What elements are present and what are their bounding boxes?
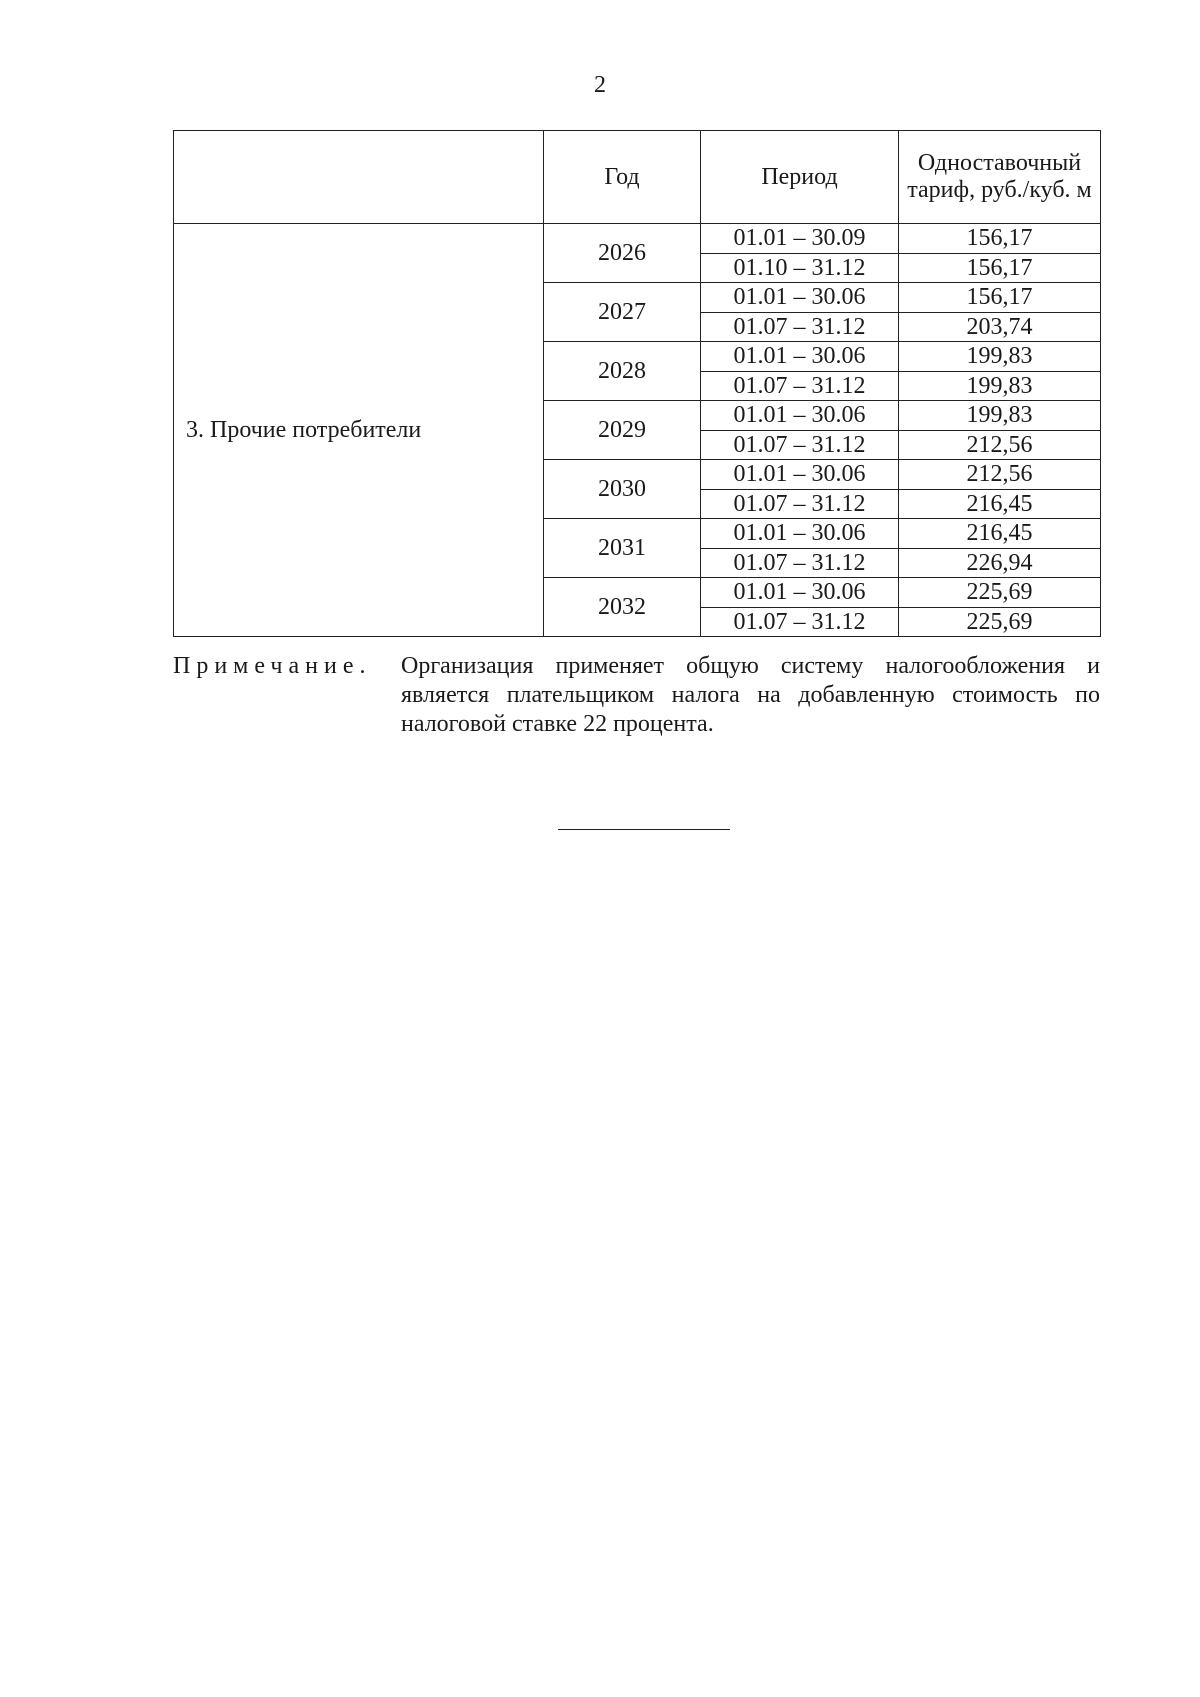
table-header-row: [174, 131, 1101, 224]
period-cell: 01.01 – 30.06: [701, 283, 899, 313]
period-cell: 01.01 – 30.06: [701, 519, 899, 549]
period-cell: 01.07 – 31.12: [701, 489, 899, 519]
tariff-cell: 199,83: [899, 401, 1101, 431]
consumer-cell: 3. Прочие потребители: [174, 224, 544, 637]
header-tariff: Одноставочный тариф, руб./куб. м: [899, 131, 1101, 224]
year-cell: 2032: [544, 578, 701, 637]
tariff-cell: 212,56: [899, 460, 1101, 490]
header-year: Год: [544, 131, 701, 224]
page-number: 2: [594, 72, 606, 98]
year-cell: 2027: [544, 283, 701, 342]
tariff-cell: 199,83: [899, 342, 1101, 372]
tariff-table: [173, 130, 1101, 637]
tariff-cell: 156,17: [899, 253, 1101, 283]
period-cell: 01.07 – 31.12: [701, 548, 899, 578]
note-text: Организация применяет общую систему налогообложения и является плательщиком налога на добавленную стоимость по налоговой ставке 22 процента.: [401, 653, 1100, 737]
period-cell: 01.07 – 31.12: [701, 607, 899, 637]
tariff-cell: 199,83: [899, 371, 1101, 401]
tariff-cell: 216,45: [899, 489, 1101, 519]
tariff-cell: 203,74: [899, 312, 1101, 342]
note-label: Примечание.: [173, 653, 372, 679]
year-cell: 2028: [544, 342, 701, 401]
tariff-cell: 156,17: [899, 283, 1101, 313]
period-cell: 01.10 – 31.12: [701, 253, 899, 283]
period-cell: 01.01 – 30.06: [701, 401, 899, 431]
period-cell: 01.07 – 31.12: [701, 430, 899, 460]
tariff-cell: 216,45: [899, 519, 1101, 549]
tariff-cell: 212,56: [899, 430, 1101, 460]
period-cell: 01.01 – 30.06: [701, 578, 899, 608]
tariff-cell: 225,69: [899, 607, 1101, 637]
table-row: [174, 224, 1101, 254]
year-cell: 2030: [544, 460, 701, 519]
separator-line: [558, 829, 730, 830]
period-cell: 01.07 – 31.12: [701, 312, 899, 342]
year-cell: 2031: [544, 519, 701, 578]
header-period: Период: [701, 131, 899, 224]
period-cell: 01.01 – 30.06: [701, 342, 899, 372]
tariff-cell: 225,69: [899, 578, 1101, 608]
period-cell: 01.01 – 30.06: [701, 460, 899, 490]
tariff-cell: 226,94: [899, 548, 1101, 578]
period-cell: 01.01 – 30.09: [701, 224, 899, 254]
year-cell: 2029: [544, 401, 701, 460]
year-cell: 2026: [544, 224, 701, 283]
period-cell: 01.07 – 31.12: [701, 371, 899, 401]
header-consumer: [174, 131, 544, 224]
tariff-cell: 156,17: [899, 224, 1101, 254]
